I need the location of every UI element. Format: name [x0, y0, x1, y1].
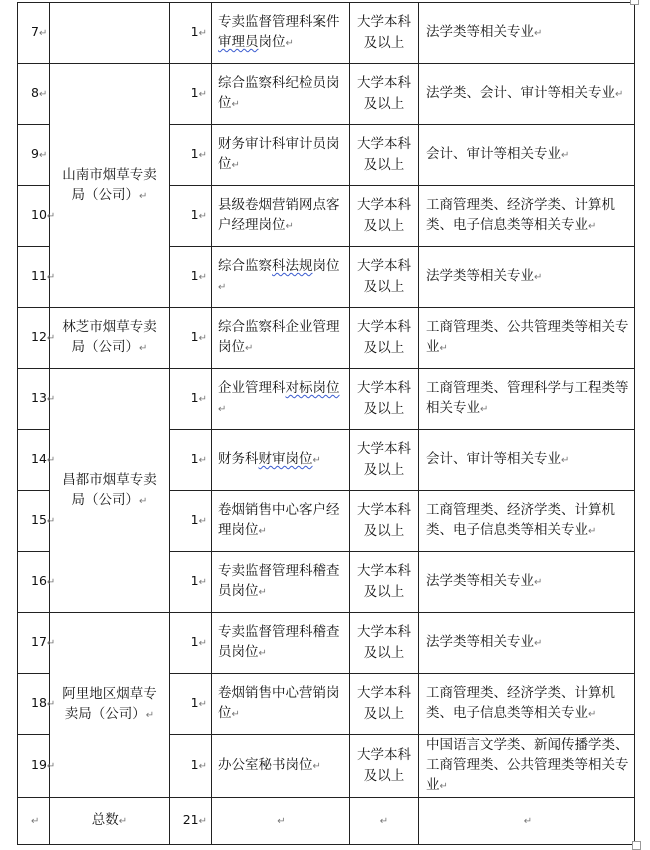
major-requirement: 法学类等相关专业 [426, 24, 534, 40]
total-empty-cell [350, 798, 419, 845]
position-cell [212, 674, 350, 735]
headcount-cell [170, 491, 212, 552]
position-cell [212, 552, 350, 613]
headcount-cell [170, 674, 212, 735]
major-requirement: 法学类等相关专业 [426, 634, 534, 650]
paragraph-mark: ↵ [46, 516, 56, 527]
row-number: 18 [31, 695, 47, 710]
paragraph-mark: ↵ [198, 516, 207, 527]
position-name: 综合监察科纪检员岗位 [218, 75, 340, 111]
paragraph-mark: ↵ [198, 150, 207, 161]
education-requirement: 大学本科及以上 [357, 685, 411, 722]
position-cell [212, 186, 350, 247]
row-number: 16 [31, 573, 47, 588]
row-number: 17 [31, 634, 47, 649]
paragraph-mark: ↵ [198, 699, 207, 710]
paragraph-mark: ↵ [312, 455, 321, 466]
education-requirement: 大学本科及以上 [357, 136, 411, 173]
row-number-cell [18, 308, 56, 369]
education-cell [350, 3, 419, 64]
row-number-cell [18, 491, 56, 552]
position-name: 财务科 [218, 451, 259, 467]
education-cell [350, 613, 419, 674]
headcount: 1 [190, 146, 199, 161]
row-number-cell [18, 3, 50, 64]
major-requirement: 工商管理类、经济学类、计算机类、电子信息类等相关专业 [426, 197, 615, 233]
paragraph-mark: ↵ [46, 455, 56, 466]
unit-name: 林芝市烟草专卖局（公司） [62, 319, 157, 355]
education-cell [350, 125, 419, 186]
row-number: 19 [31, 757, 47, 772]
paragraph-mark: ↵ [118, 816, 128, 827]
education-requirement: 大学本科及以上 [357, 624, 411, 661]
paragraph-mark: ↵ [139, 190, 148, 202]
major-cell [419, 369, 635, 430]
paragraph-mark: ↵ [198, 272, 207, 283]
education-cell [350, 552, 419, 613]
total-count: 21 [182, 812, 199, 827]
paragraph-mark: ↵ [46, 638, 56, 649]
position-cell [212, 369, 350, 430]
table-resize-handle[interactable] [632, 841, 641, 850]
paragraph-mark: ↵ [285, 38, 294, 49]
unit-cell [50, 613, 170, 798]
total-label-cell [50, 798, 170, 845]
paragraph-mark: ↵ [46, 699, 56, 710]
headcount-cell [170, 613, 212, 674]
major-requirement: 中国语言文学类、新闻传播学类、工商管理类、公共管理类等相关专业 [426, 737, 629, 793]
education-requirement: 大学本科及以上 [357, 380, 411, 417]
paragraph-mark: ↵ [198, 211, 207, 222]
paragraph-mark: ↵ [46, 211, 56, 222]
paragraph-mark: ↵ [588, 221, 597, 232]
major-requirement: 法学类、会计、审计等相关专业 [426, 85, 615, 101]
position-cell [212, 491, 350, 552]
total-empty-cell [18, 798, 50, 845]
paragraph-mark: ↵ [198, 638, 207, 649]
education-cell [350, 491, 419, 552]
position-name-suffix: 岗位 [258, 34, 286, 50]
education-cell [350, 308, 419, 369]
paragraph-mark: ↵ [198, 577, 207, 588]
unit-cell [50, 64, 170, 308]
headcount: 1 [190, 207, 199, 222]
paragraph-mark: ↵ [258, 587, 267, 598]
headcount-cell [170, 369, 212, 430]
major-requirement: 会计、审计等相关专业 [426, 451, 561, 467]
paragraph-mark: ↵ [245, 343, 254, 354]
education-requirement: 大学本科及以上 [357, 197, 411, 234]
position-name-flagged: 审理员 [218, 34, 259, 50]
paragraph-mark: ↵ [258, 526, 267, 537]
education-cell [350, 430, 419, 491]
major-cell [419, 552, 635, 613]
paragraph-mark: ↵ [312, 761, 321, 772]
education-requirement: 大学本科及以上 [357, 747, 411, 784]
paragraph-mark: ↵ [198, 89, 207, 100]
row-number-cell [18, 125, 50, 186]
paragraph-mark: ↵ [38, 89, 48, 100]
position-cell [212, 3, 350, 64]
paragraph-mark: ↵ [231, 709, 240, 720]
position-name: 综合监察 [218, 258, 272, 274]
major-cell [419, 613, 635, 674]
position-name: 综合监察科企业管理岗位 [218, 319, 340, 355]
education-requirement: 大学本科及以上 [357, 441, 411, 478]
row-number: 14 [31, 451, 47, 466]
paragraph-mark: ↵ [218, 282, 227, 293]
paragraph-mark: ↵ [379, 816, 389, 827]
headcount-cell [170, 125, 212, 186]
major-cell [419, 735, 635, 798]
paragraph-mark: ↵ [534, 577, 543, 588]
position-name-flagged: 科法规 [272, 258, 313, 274]
education-requirement: 大学本科及以上 [357, 14, 411, 51]
major-cell [419, 674, 635, 735]
unit-cell [50, 369, 170, 613]
education-cell [350, 369, 419, 430]
paragraph-mark: ↵ [439, 781, 448, 792]
headcount: 1 [190, 268, 199, 283]
paragraph-mark: ↵ [145, 710, 155, 721]
table-row [18, 308, 635, 369]
education-cell [350, 64, 419, 125]
position-cell [212, 64, 350, 125]
paragraph-mark: ↵ [46, 761, 56, 772]
paragraph-mark: ↵ [534, 638, 543, 649]
paragraph-mark: ↵ [46, 394, 56, 405]
paragraph-mark: ↵ [198, 816, 207, 827]
headcount-cell [170, 430, 212, 491]
paragraph-mark: ↵ [285, 221, 294, 232]
row-number: 8 [31, 85, 39, 100]
headcount-cell [170, 186, 212, 247]
paragraph-mark: ↵ [198, 761, 207, 772]
major-cell [419, 64, 635, 125]
headcount: 1 [190, 85, 199, 100]
headcount: 1 [190, 451, 199, 466]
major-requirement: 工商管理类、管理科学与工程类等相关专业 [426, 380, 629, 416]
headcount: 1 [190, 573, 199, 588]
paragraph-mark: ↵ [31, 816, 40, 827]
paragraph-mark: ↵ [218, 404, 227, 415]
headcount: 1 [190, 757, 199, 772]
paragraph-mark: ↵ [534, 272, 543, 283]
education-cell [350, 247, 419, 308]
headcount: 1 [190, 329, 199, 344]
major-cell [419, 430, 635, 491]
major-cell [419, 125, 635, 186]
paragraph-mark: ↵ [46, 577, 56, 588]
table-row [18, 3, 635, 64]
position-name: 专卖监督管理科稽查员岗位 [218, 624, 340, 660]
paragraph-mark: ↵ [534, 28, 543, 39]
paragraph-mark: ↵ [277, 816, 286, 827]
row-number-cell [18, 674, 56, 735]
paragraph-mark: ↵ [198, 455, 207, 466]
position-name-flagged: 财审岗位 [258, 451, 313, 467]
position-name: 办公室秘书岗位 [218, 757, 313, 773]
paragraph-mark: ↵ [561, 455, 570, 466]
headcount: 1 [190, 634, 199, 649]
paragraph-mark: ↵ [480, 404, 489, 415]
major-requirement: 法学类等相关专业 [426, 268, 534, 284]
unit-name: 山南市烟草专卖局（公司） [62, 166, 157, 203]
paragraph-mark: ↵ [258, 648, 267, 659]
major-cell [419, 308, 635, 369]
recruitment-table [17, 2, 635, 845]
major-cell [419, 491, 635, 552]
position-name: 专卖监督管理科案件 [218, 14, 340, 30]
major-cell [419, 247, 635, 308]
unit-cell [50, 308, 170, 369]
paragraph-mark: ↵ [588, 709, 597, 720]
paragraph-mark: ↵ [198, 28, 207, 39]
education-requirement: 大学本科及以上 [357, 563, 411, 600]
major-requirement: 工商管理类、经济学类、计算机类、电子信息类等相关专业 [426, 685, 615, 721]
row-number-cell [18, 64, 50, 125]
total-label: 总数 [91, 812, 119, 828]
table-row [18, 369, 635, 430]
paragraph-mark: ↵ [198, 333, 207, 344]
total-row [18, 798, 635, 845]
education-cell [350, 735, 419, 798]
major-requirement: 会计、审计等相关专业 [426, 146, 561, 162]
position-cell [212, 430, 350, 491]
major-cell [419, 186, 635, 247]
position-name: 财务审计科审计员岗位 [218, 136, 340, 172]
paragraph-mark: ↵ [38, 28, 48, 39]
paragraph-mark: ↵ [38, 150, 48, 161]
unit-cell [50, 3, 170, 64]
row-number-cell [18, 247, 56, 308]
position-name: 企业管理科 [218, 380, 286, 396]
row-number: 12 [31, 329, 47, 344]
headcount: 1 [190, 390, 199, 405]
row-number: 15 [31, 512, 47, 527]
position-name-suffix: 岗位 [312, 258, 340, 274]
position-cell [212, 247, 350, 308]
paragraph-mark: ↵ [588, 526, 597, 537]
row-number-cell [18, 613, 56, 674]
row-number-cell [18, 552, 56, 613]
paragraph-mark: ↵ [231, 99, 240, 110]
position-name: 卷烟销售中心客户经理岗位 [218, 502, 340, 538]
total-count-cell [170, 798, 212, 845]
headcount-cell [170, 3, 212, 64]
education-requirement: 大学本科及以上 [357, 319, 411, 356]
headcount-cell [170, 552, 212, 613]
paragraph-mark: ↵ [231, 160, 240, 171]
paragraph-mark: ↵ [139, 343, 148, 354]
headcount: 1 [190, 695, 199, 710]
major-requirement: 工商管理类、公共管理类等相关专业 [426, 319, 629, 355]
table-row [18, 613, 635, 674]
total-empty-cell [419, 798, 635, 845]
row-number: 10 [31, 207, 47, 222]
headcount-cell [170, 64, 212, 125]
paragraph-mark: ↵ [561, 150, 570, 161]
headcount-cell [170, 308, 212, 369]
headcount: 1 [190, 512, 199, 527]
major-requirement: 工商管理类、经济学类、计算机类、电子信息类等相关专业 [426, 502, 615, 538]
position-cell [212, 735, 350, 798]
row-number-cell [18, 735, 56, 798]
unit-name: 阿里地区烟草专卖局（公司） [62, 686, 157, 722]
position-cell [212, 308, 350, 369]
paragraph-mark: ↵ [46, 333, 56, 344]
table-move-handle[interactable] [630, 0, 639, 5]
education-cell [350, 674, 419, 735]
paragraph-mark: ↵ [139, 495, 148, 507]
row-number-cell [18, 186, 56, 247]
position-name-flagged: 对标岗位 [285, 380, 340, 396]
headcount-cell [170, 247, 212, 308]
table-row [18, 64, 635, 125]
row-number-cell [18, 369, 56, 430]
position-name: 专卖监督管理科稽查员岗位 [218, 563, 340, 599]
major-cell [419, 3, 635, 64]
row-number: 9 [31, 146, 39, 161]
headcount-cell [170, 735, 212, 798]
paragraph-mark: ↵ [615, 89, 624, 100]
paragraph-mark: ↵ [46, 272, 56, 283]
position-cell [212, 125, 350, 186]
total-empty-cell [212, 798, 350, 845]
paragraph-mark: ↵ [439, 343, 448, 354]
education-cell [350, 186, 419, 247]
education-requirement: 大学本科及以上 [357, 75, 411, 112]
row-number-cell [18, 430, 56, 491]
education-requirement: 大学本科及以上 [357, 258, 411, 295]
headcount: 1 [190, 24, 199, 39]
major-requirement: 法学类等相关专业 [426, 573, 534, 589]
position-name: 县级卷烟营销网点客户经理岗位 [218, 197, 340, 233]
paragraph-mark: ↵ [198, 394, 207, 405]
row-number: 13 [31, 390, 47, 405]
paragraph-mark: ↵ [523, 816, 533, 827]
row-number: 7 [31, 24, 39, 39]
position-cell [212, 613, 350, 674]
row-number: 11 [31, 268, 47, 283]
education-requirement: 大学本科及以上 [357, 502, 411, 539]
position-name: 卷烟销售中心营销岗位 [218, 685, 340, 721]
unit-name: 昌都市烟草专卖局（公司） [62, 471, 157, 508]
